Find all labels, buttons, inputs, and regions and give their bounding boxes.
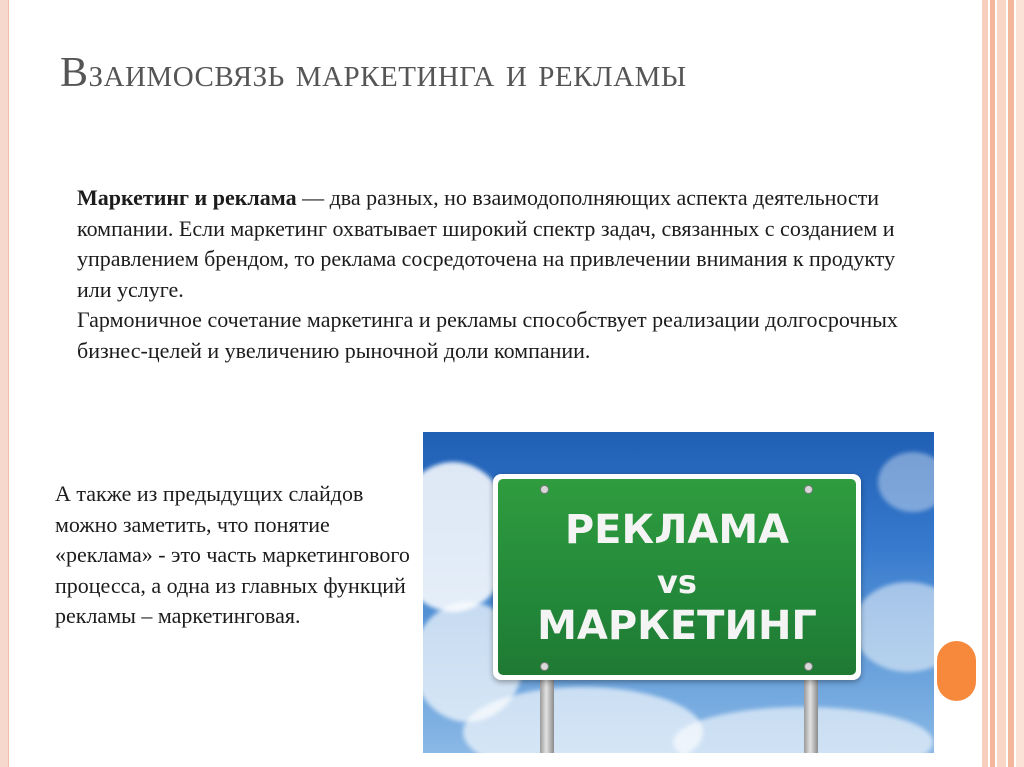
right-stripe-1 xyxy=(982,0,988,767)
main-paragraph xyxy=(77,183,917,366)
right-stripe-5 xyxy=(1016,0,1024,767)
left-frame-stripe xyxy=(0,0,8,767)
sign-text-advertising: РЕКЛАМА xyxy=(564,507,790,553)
side-paragraph: А также из предыдущих слайдов можно заметить, что понятие «реклама» - это часть маркетингового процесса, а одна из главных функций рекламы – маркетинговая. xyxy=(55,481,410,628)
right-stripe-2 xyxy=(990,0,995,767)
advertising-vs-marketing-photo xyxy=(423,432,934,753)
bolt-icon xyxy=(540,662,549,671)
orange-accent-shape xyxy=(937,641,976,701)
right-stripe-3 xyxy=(997,0,1006,767)
sign-pole-right xyxy=(804,672,818,753)
right-stripe-4 xyxy=(1008,0,1014,767)
slide-title: Взаимосвязь маркетинга и рекламы xyxy=(60,50,687,96)
sign-pole-left xyxy=(540,672,554,753)
left-frame-border xyxy=(8,0,9,767)
lead-text: — два разных, но взаимодополняющих аспекта деятельности компании. Если маркетинг охватывает широкий спектр задач, связанных с созданием и управлением брендом, то реклама сосредоточена на привлечении внимания к продукту или услуге. xyxy=(77,185,896,302)
sign-text-marketing: МАРКЕТИНГ xyxy=(537,603,817,649)
bolt-icon xyxy=(540,485,549,494)
cloud xyxy=(878,452,934,512)
lead-bold-text: Маркетинг и реклама xyxy=(77,185,297,210)
bolt-icon xyxy=(804,662,813,671)
road-sign-face xyxy=(498,479,856,675)
cloud xyxy=(853,582,934,672)
road-sign xyxy=(493,474,861,680)
sign-text-vs: vs xyxy=(657,563,697,601)
cloud xyxy=(673,707,933,753)
bolt-icon xyxy=(804,485,813,494)
second-paragraph: Гармоничное сочетание маркетинга и рекламы способствует реализации долгосрочных бизнес-целей и увеличению рыночной доли компании. xyxy=(77,307,898,363)
